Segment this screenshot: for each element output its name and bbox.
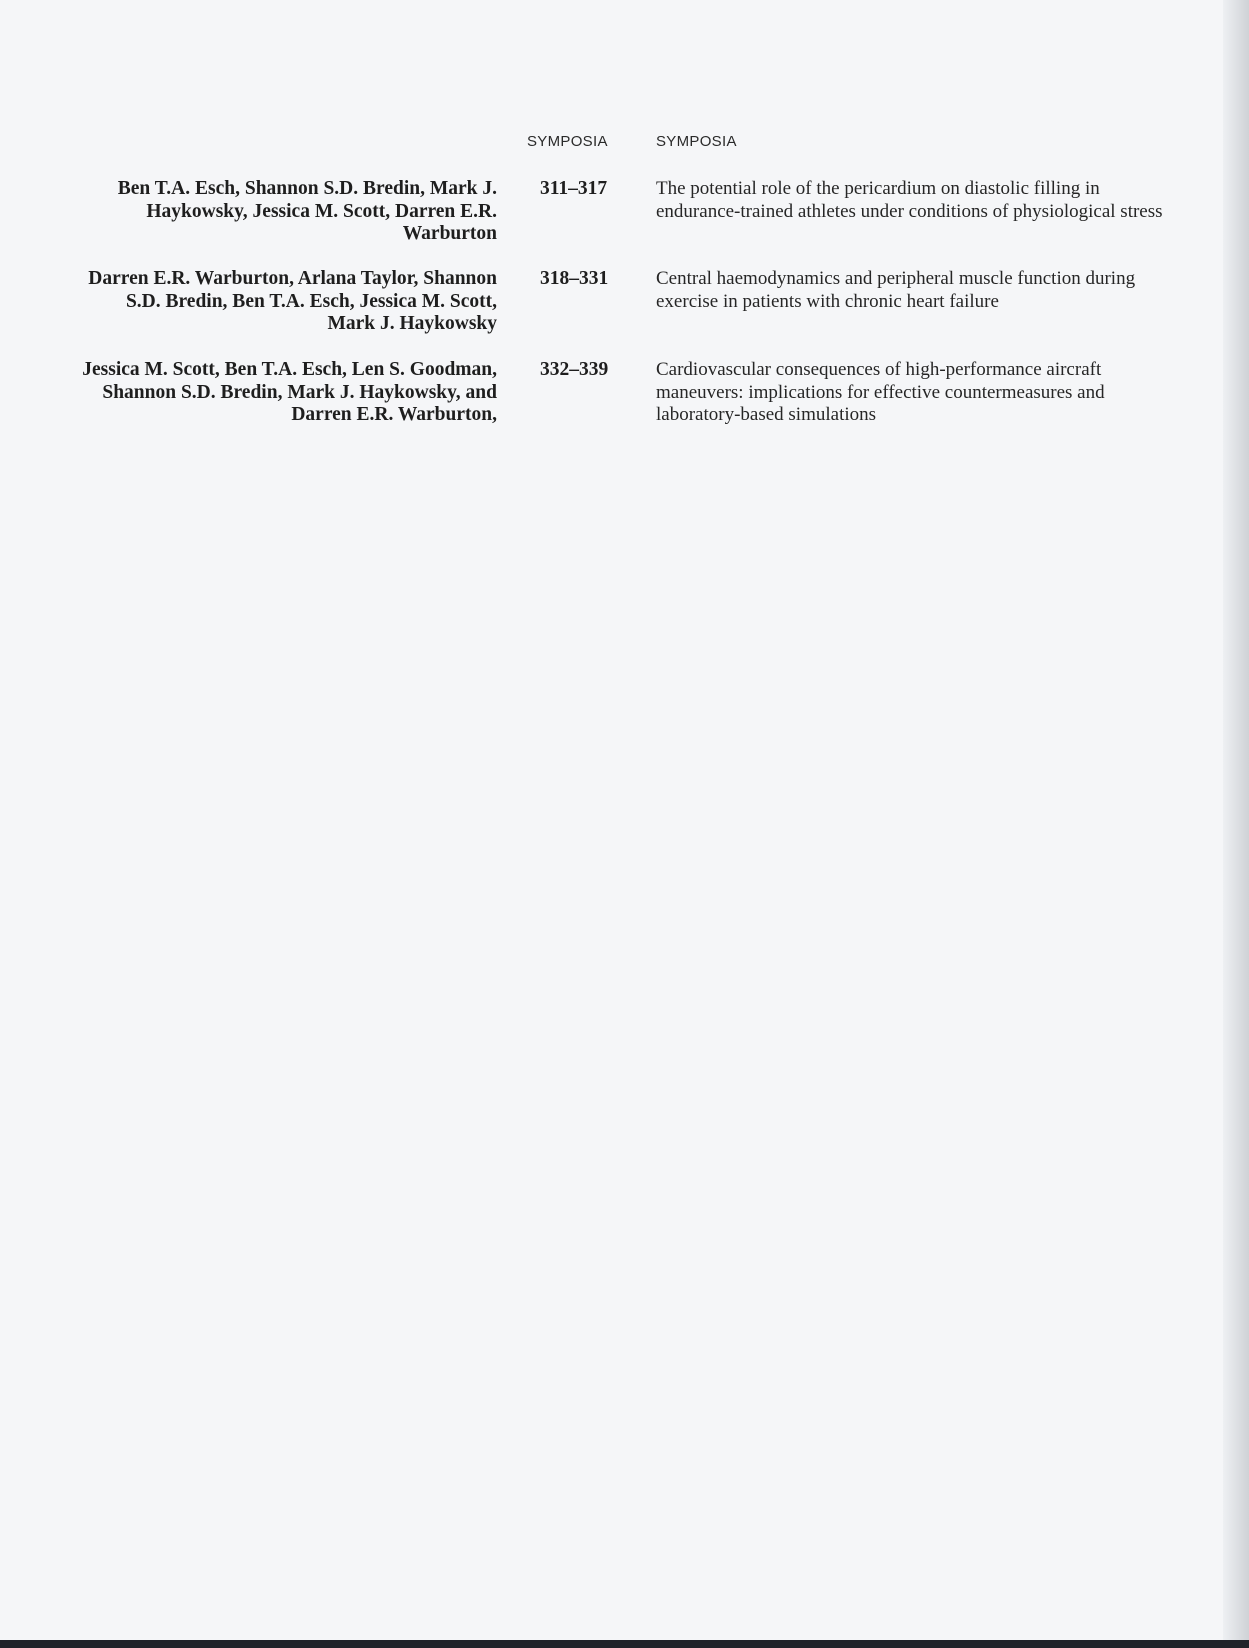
column-header-pages: SYMPOSIA — [527, 133, 608, 150]
entry-title: The potential role of the pericardium on diastolic filling in endurance-trained athletes under conditions of physiological stress — [656, 178, 1163, 222]
entry-pages: 318–331 — [540, 268, 609, 289]
entry-pages: 332–339 — [540, 359, 609, 380]
entry-authors: Jessica M. Scott, Ben T.A. Esch, Len S. Goodman, Shannon S.D. Bredin, Mark J. Haykowsky, and Darren E.R. Warburton, — [82, 359, 497, 425]
entry-pages: 311–317 — [540, 178, 608, 199]
entry-authors: Ben T.A. Esch, Shannon S.D. Bredin, Mark J. Haykowsky, Jessica M. Scott, Darren E.R. Warburton — [117, 178, 497, 244]
entry-authors: Darren E.R. Warburton, Arlana Taylor, Shannon S.D. Bredin, Ben T.A. Esch, Jessica M. Scott, Mark J. Haykowsky — [88, 268, 497, 334]
page-bottom-edge — [0, 1640, 1249, 1648]
page-edge-shadow — [1223, 0, 1249, 1648]
column-header-titles: SYMPOSIA — [656, 133, 737, 150]
entry-title: Central haemodynamics and peripheral muscle function during exercise in patients with chronic heart failure — [656, 268, 1136, 312]
entry-title: Cardiovascular consequences of high-performance aircraft maneuvers: implications for effective countermeasures and laboratory-based simulations — [656, 359, 1105, 425]
